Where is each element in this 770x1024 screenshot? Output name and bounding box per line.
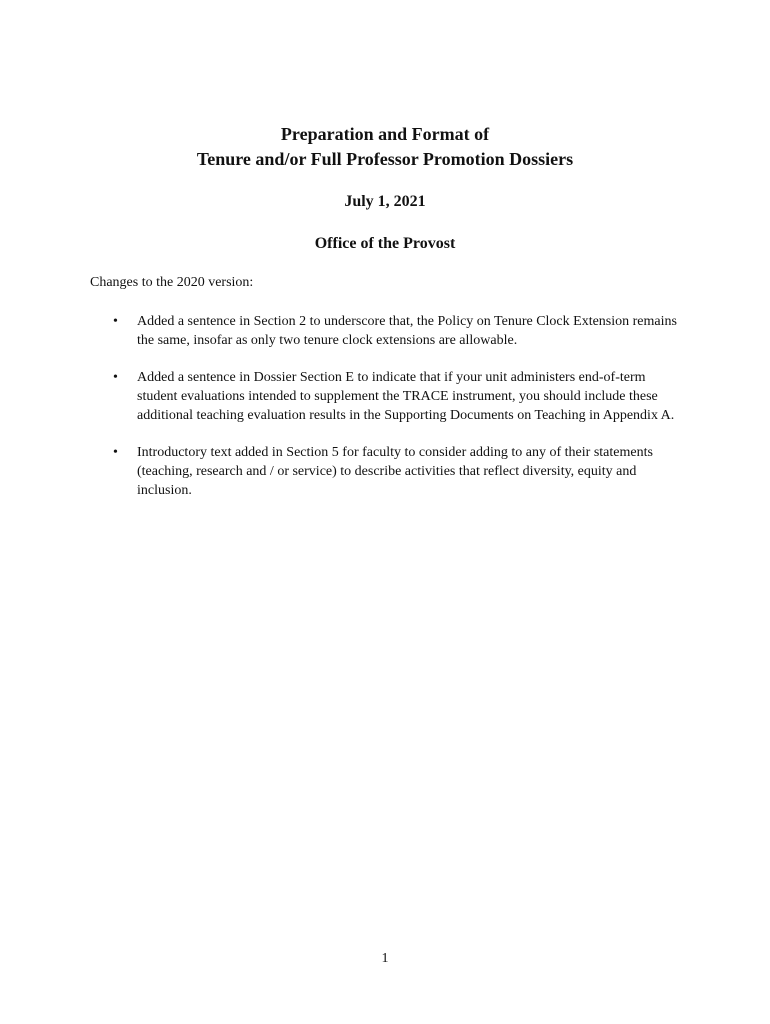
list-item: [0, 312, 770, 350]
list-item-text: Introductory text added in Section 5 for faculty to consider adding to any of their statements (teaching, research and / or service) to describe activities that reflect diversity, equity and inclusion.: [137, 445, 653, 498]
changes-intro: Changes to the 2020 version:: [90, 275, 254, 290]
list-item: [0, 368, 770, 425]
bullet-icon: •: [113, 445, 118, 460]
bullet-icon: •: [113, 314, 118, 329]
page-number: 1: [381, 951, 389, 966]
list-item-text: Added a sentence in Dossier Section E to indicate that if your unit administers end-of-term student evaluations intended to supplement the TRACE instrument, you should include these additional teaching evaluation results in the Supporting Documents on Teaching in Appendix A.: [137, 370, 675, 423]
list-item-text: Added a sentence in Section 2 to underscore that, the Policy on Tenure Clock Extension remains the same, insofar as only two tenure clock extensions are allowable.: [137, 314, 677, 348]
document-title-line-1: Preparation and Format of: [280, 124, 490, 144]
document-date: July 1, 2021: [344, 193, 426, 210]
document-title-line-2: Tenure and/or Full Professor Promotion Dossiers: [196, 149, 574, 169]
office-name: Office of the Provost: [314, 235, 456, 252]
changes-list: [0, 312, 770, 518]
bullet-icon: •: [113, 370, 118, 385]
list-item: [0, 443, 770, 500]
